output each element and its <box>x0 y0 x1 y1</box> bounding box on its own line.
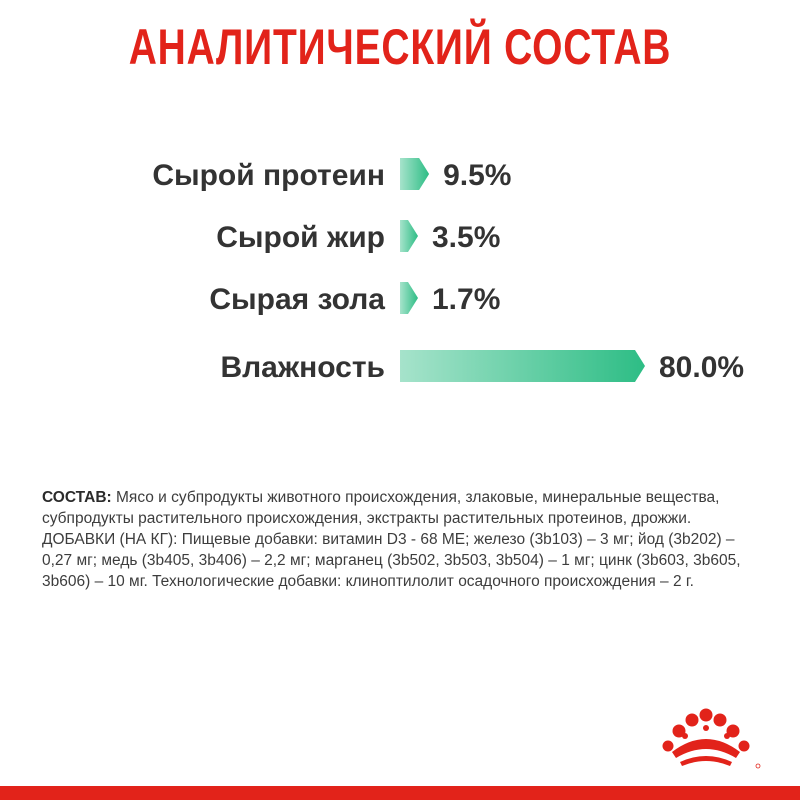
analytical-composition-chart <box>0 140 800 400</box>
bar <box>400 220 418 252</box>
category-label: Сырой протеин <box>152 159 385 192</box>
bar <box>400 282 418 314</box>
crown-icon <box>650 706 770 774</box>
value-label: 80.0% <box>659 351 745 384</box>
category-label: Влажность <box>220 351 385 384</box>
composition-label: СОСТАВ: <box>42 489 112 506</box>
bar <box>400 350 645 382</box>
value-label: 3.5% <box>432 221 501 254</box>
composition-body: Мясо и субпродукты животного происхождения, злаковые, минеральные вещества, субпродукты растительного происхождения, экстракты растительных протеинов, дрожжи. ДОБАВКИ (НА КГ): Пищевые добавки: витамин D3 - 68 МЕ; железо (3b103) – 3 мг; йод (3b202) – 0,27 мг; медь (3b405, 3b406) – 2,2 мг; марганец (3b502, 3b503, 3b504) – 1 мг; цинк (3b603, 3b605, 3b606) – 10 мг. Технологические добавки: клиноптилолит осадочного происхождения – 2 г. <box>42 489 741 590</box>
category-label: Сырая зола <box>209 283 385 316</box>
page-title: АНАЛИТИЧЕСКИЙ СОСТАВ <box>128 19 672 75</box>
bottom-brand-bar <box>0 786 800 800</box>
category-label: Сырой жир <box>216 221 385 254</box>
value-label: 1.7% <box>432 283 501 316</box>
composition-text <box>42 487 762 592</box>
value-label: 9.5% <box>443 159 512 192</box>
bar <box>400 158 429 190</box>
